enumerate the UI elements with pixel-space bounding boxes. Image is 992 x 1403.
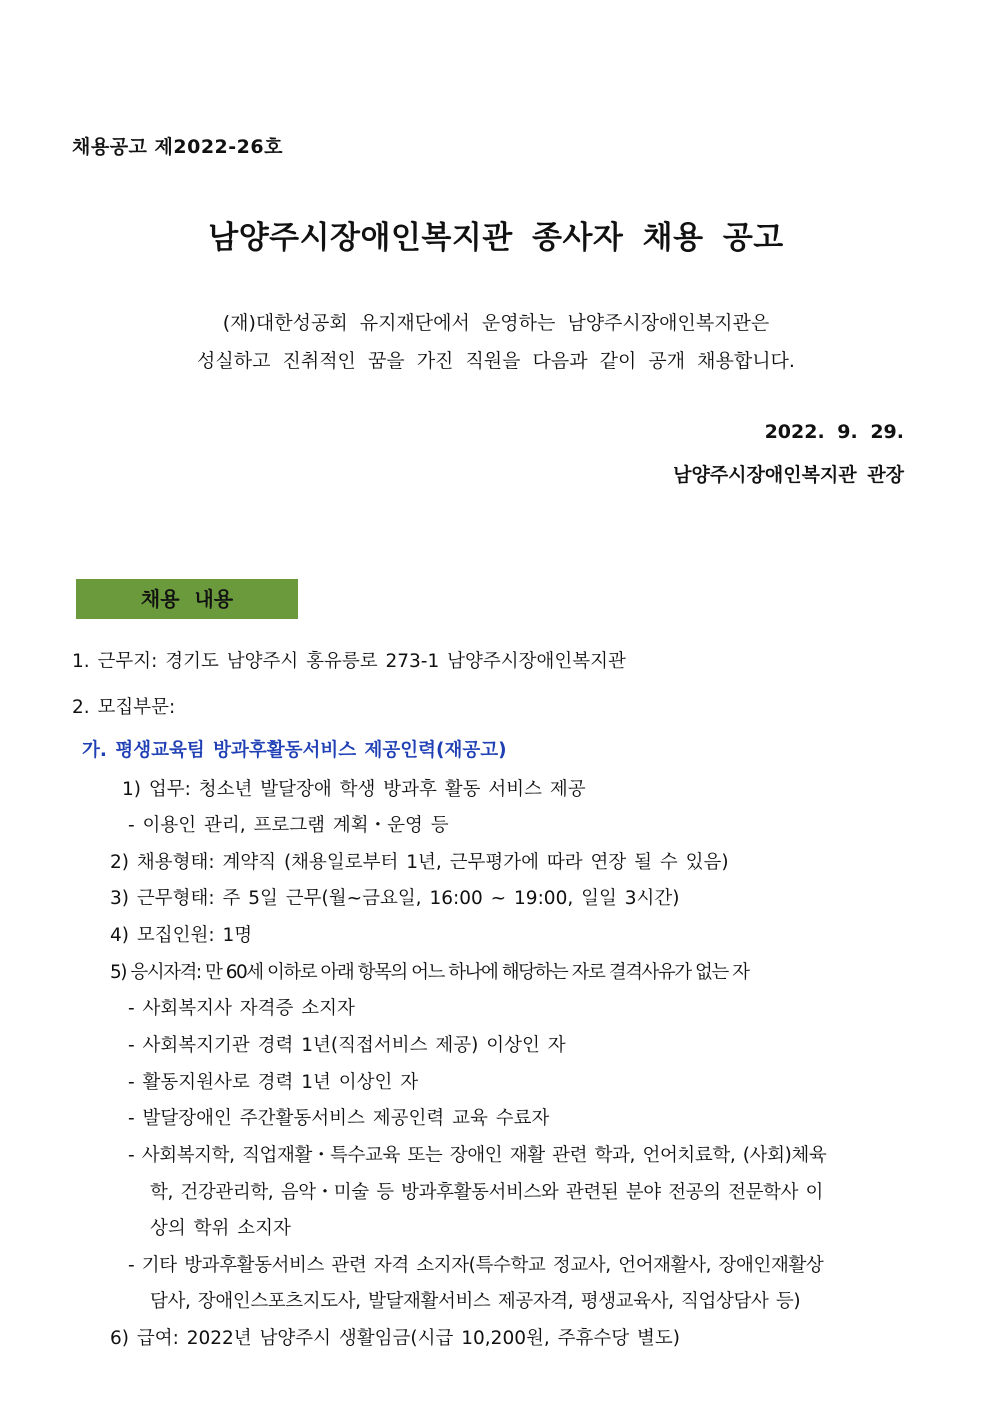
qualification-item-continued: 담사, 장애인스포츠지도사, 발달재활서비스 제공자격, 평생교육사, 직업상담사 등) (150, 1291, 801, 1312)
intro-line-1: (재)대한성공회 유지재단에서 운영하는 남양주시장애인복지관은 (222, 312, 770, 334)
qualification-item-continued: 상의 학위 소지자 (150, 1218, 291, 1239)
workplace-line: 1. 근무지: 경기도 남양주시 홍유릉로 273-1 남양주시장애인복지관 (72, 651, 626, 672)
intro-line-2: 성실하고 진취적인 꿈을 가진 직원을 다음과 같이 공개 채용합니다. (197, 350, 795, 372)
page-title: 남양주시장애인복지관 종사자 채용 공고 (208, 220, 784, 256)
qualification-item-continued: 학, 건강관리학, 음악・미술 등 방과후활동서비스와 관련된 분야 전공의 전문학사 이 (150, 1182, 823, 1203)
work-schedule-line: 3) 근무형태: 주 5일 근무(월~금요일, 16:00 ~ 19:00, 일일 3시간) (110, 888, 680, 909)
recruit-field-line: 2. 모집부문: (72, 697, 176, 718)
duty-line: 1) 업무: 청소년 발달장애 학생 방과후 활동 서비스 제공 (122, 779, 586, 800)
qualification-line: 5) 응시자격: 만 60세 이하로 아래 항목의 어느 하나에 해당하는 자로 결격사유가 없는 자 (110, 962, 749, 983)
employment-type-line: 2) 채용형태: 계약직 (채용일로부터 1년, 근무평가에 따라 연장 될 수 있음) (110, 852, 729, 873)
qualification-item: - 사회복지기관 경력 1년(직접서비스 제공) 이상인 자 (128, 1035, 566, 1056)
headcount-line: 4) 모집인원: 1명 (110, 925, 253, 946)
qualification-item: - 기타 방과후활동서비스 관련 자격 소지자(특수학교 정교사, 언어재활사, 장애인재활상 (128, 1255, 824, 1276)
qualification-item: - 활동지원사로 경력 1년 이상인 자 (128, 1072, 419, 1093)
qualification-item: - 사회복지사 자격증 소지자 (128, 998, 355, 1019)
salary-line: 6) 급여: 2022년 남양주시 생활임금(시급 10,200원, 주휴수당 별도) (110, 1328, 680, 1349)
issue-date: 2022. 9. 29. (764, 421, 904, 443)
section-badge-recruitment: 채용 내용 (76, 579, 298, 619)
notice-number: 채용공고 제2022-26호 (72, 136, 283, 158)
duty-detail-line: - 이용인 관리, 프로그램 계획・운영 등 (128, 815, 449, 836)
qualification-item: - 사회복지학, 직업재활・특수교육 또는 장애인 재활 관련 학과, 언어치료학, (사회)체육 (128, 1145, 827, 1166)
subsection-heading: 가. 평생교육팀 방과후활동서비스 제공인력(재공고) (82, 740, 507, 761)
qualification-item: - 발달장애인 주간활동서비스 제공인력 교육 수료자 (128, 1108, 550, 1129)
signer: 남양주시장애인복지관 관장 (673, 464, 904, 486)
